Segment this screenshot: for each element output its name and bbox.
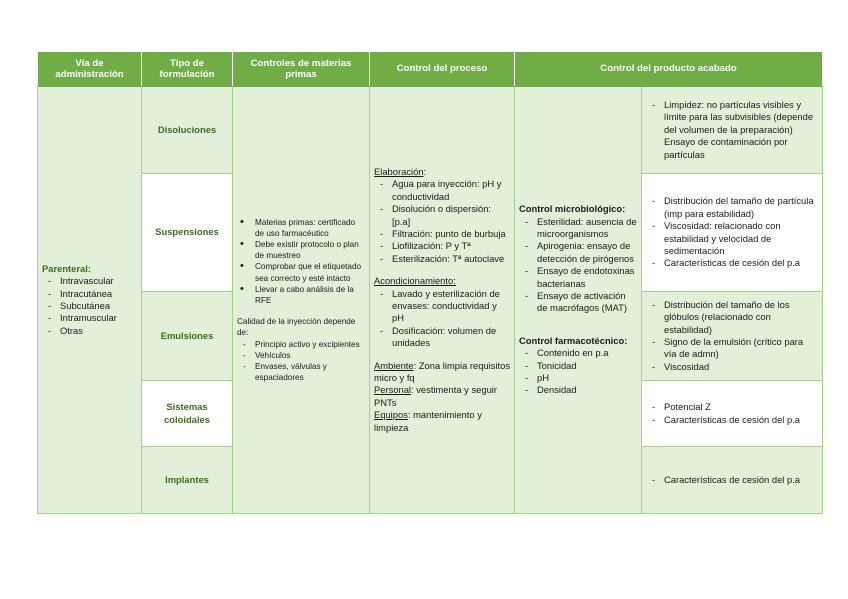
producto-disoluciones xyxy=(642,87,823,174)
micro-title: Control microbiológico: xyxy=(519,203,626,215)
elaboracion-suffix: : xyxy=(423,165,427,177)
producto-item: - Viscosidad: relacionado con estabilidad y velocidad de sedimentación xyxy=(646,220,818,257)
producto-disoluciones-list xyxy=(646,99,818,161)
producto-emulsiones xyxy=(642,292,823,381)
personal-label: Personal xyxy=(374,384,412,396)
formulacion-coloidales: Sistemas coloidales xyxy=(142,381,233,447)
personal-line xyxy=(374,384,510,409)
producto-general-cell xyxy=(515,87,642,514)
producto-implantes-list xyxy=(646,474,818,486)
formulacion-suspensiones: Suspensiones xyxy=(142,174,233,292)
calidad-list xyxy=(237,339,365,384)
elaboracion-item: - Liofilización: P y Tª xyxy=(374,240,510,252)
spacer xyxy=(374,350,510,360)
personal-text: : vestimenta y seguir PNTs xyxy=(374,384,497,408)
farma-item: - Contenido en p.a xyxy=(519,347,637,359)
row-disoluciones xyxy=(38,87,823,174)
producto-item: - Potencial Z xyxy=(646,401,818,413)
producto-item: - Signo de la emulsión (crítico para vía de admn) xyxy=(646,336,818,361)
ambiente-label: Ambiente xyxy=(374,359,414,371)
header-tipo: Tipo de formulación xyxy=(142,52,233,87)
calidad-title: Calidad de la inyección depende de: xyxy=(237,317,356,338)
producto-item: - Características de cesión del p.a xyxy=(646,257,818,269)
acond-item: - Dosificación: volumen de unidades xyxy=(374,325,510,350)
mp-item: • Materias primas: certificado de uso farmacéutico xyxy=(237,217,365,239)
calidad-item: - Vehículos xyxy=(237,350,365,361)
elaboracion-item: - Agua para inyección: pH y conductividad xyxy=(374,178,510,203)
producto-item: - Distribución del tamaño de partícula (imp para estabilidad) xyxy=(646,195,818,220)
producto-emulsiones-list xyxy=(646,299,818,373)
acond-list xyxy=(374,288,510,350)
producto-item: - Limpidez: no partículas visibles y límite para las subvisibles (depende del volumen de la preparación) Ensayo de contaminación por partículas xyxy=(646,99,818,161)
producto-suspensiones-list xyxy=(646,195,818,269)
ambiente-line xyxy=(374,360,510,385)
via-cell xyxy=(38,87,142,514)
equipos-text: : mantenimiento y limpieza xyxy=(374,409,482,433)
header-row xyxy=(38,52,823,87)
header-via: Vía de administración xyxy=(38,52,142,87)
header-control-producto: Control del producto acabado xyxy=(515,52,823,87)
farma-list xyxy=(519,347,637,397)
producto-item: - Características de cesión del p.a xyxy=(646,474,818,486)
calidad-item: - Envases, válvulas y espaciadores xyxy=(237,361,365,383)
elaboracion-item: - Esterilización: Tª autoclave xyxy=(374,253,510,265)
materias-primas-cell xyxy=(233,87,370,514)
ambiente-text: : Zona limpia requisitos micro y fq xyxy=(374,359,511,384)
elaboracion-item: - Disolución o dispersión: [p.a] xyxy=(374,203,510,228)
farma-item: - Tonicidad xyxy=(519,360,637,372)
spacer xyxy=(237,306,365,316)
via-item: - Intramuscular xyxy=(42,312,137,324)
mp-item: • Llevar a cabo análisis de la RFE xyxy=(237,284,365,306)
equipos-label: Equipos xyxy=(374,409,408,421)
formulacion-disoluciones: Disoluciones xyxy=(142,87,233,174)
parenteral-controls-table xyxy=(37,51,823,514)
micro-item: - Ensayo de activación de macrófagos (MAT) xyxy=(519,290,637,315)
via-item: - Intravascular xyxy=(42,275,137,287)
equipos-line xyxy=(374,409,510,434)
materias-primas-list xyxy=(237,217,365,307)
via-item: - Otras xyxy=(42,325,137,337)
spacer xyxy=(374,265,510,275)
producto-item: - Viscosidad xyxy=(646,361,818,373)
farma-item: - pH xyxy=(519,372,637,384)
formulacion-emulsiones: Emulsiones xyxy=(142,292,233,381)
producto-item: - Distribución del tamaño de los glóbulos (relacionado con estabilidad) xyxy=(646,299,818,336)
elaboracion-label: Elaboración xyxy=(374,165,424,177)
micro-list xyxy=(519,216,637,315)
formulacion-implantes: Implantes xyxy=(142,447,233,514)
proceso-cell xyxy=(370,87,515,514)
spacer xyxy=(519,315,637,335)
producto-coloidales xyxy=(642,381,823,447)
elaboracion-item: - Filtración: punto de burbuja xyxy=(374,228,510,240)
micro-item: - Esterilidad: ausencia de microorganismos xyxy=(519,216,637,241)
via-item: - Intracutánea xyxy=(42,288,137,300)
farma-title: Control farmacotécnico: xyxy=(519,334,628,346)
elaboracion-list xyxy=(374,178,510,265)
calidad-item: - Principio activo y excipientes xyxy=(237,339,365,350)
acond-title: Acondicionamiento: xyxy=(374,275,456,287)
micro-item: - Ensayo de endotoxinas bacterianas xyxy=(519,265,637,290)
producto-suspensiones xyxy=(642,174,823,292)
producto-implantes xyxy=(642,447,823,514)
acond-item: - Lavado y esterilización de envases: conductividad y pH xyxy=(374,288,510,325)
mp-item: • Comprobar que el etiquetado sea correcto y esté intacto xyxy=(237,261,365,283)
header-controles-mp: Controles de materias primas xyxy=(233,52,370,87)
elaboracion-title xyxy=(374,166,510,178)
producto-item: - Características de cesión del p.a xyxy=(646,414,818,426)
via-item: - Subcutánea xyxy=(42,300,137,312)
header-control-proceso: Control del proceso xyxy=(370,52,515,87)
micro-item: - Apirogenia: ensayo de detección de pirógenos xyxy=(519,240,637,265)
via-list xyxy=(42,275,137,337)
producto-coloidales-list xyxy=(646,401,818,426)
via-title: Parenteral: xyxy=(42,262,91,274)
mp-item: • Debe existir protocolo o plan de muestreo xyxy=(237,239,365,261)
farma-item: - Densidad xyxy=(519,384,637,396)
